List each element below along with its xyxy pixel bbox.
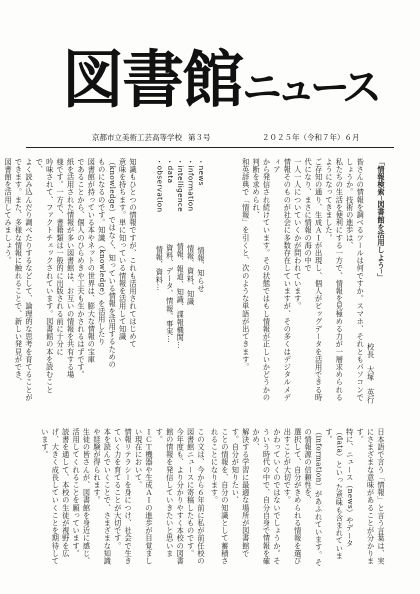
masthead-title-kanji: 図書館	[62, 43, 243, 116]
article-paragraph: 図書館を活用してみましょう。	[4, 158, 14, 265]
masthead	[0, 34, 420, 126]
article-paragraph: 日本語で言う「情報」と言う言葉は、実にさまざまな意味があることが分かります。	[356, 428, 386, 565]
article-paragraph: できます。また、多様な情報に触れることで、新しい発見ができ、	[14, 158, 24, 386]
article-paragraph: 意味を持ちます。単に知っている情報を活用して知識	[118, 158, 128, 341]
article-paragraph: 生徒の皆さんが、図書館を身近に感じ、活用してくれることを願っています。	[72, 428, 92, 565]
dictionary-entry: ・observation 情報、資料…	[155, 158, 165, 292]
article-paragraph: 本を読んでいくことで、さまざまな知識や経験が得られます。	[92, 428, 113, 565]
dictionary-entry: ・data 資料、データ、情報、事実…	[165, 158, 175, 343]
dictionary-entry: ・intelligence 情報、報道、知識、諜報機関…	[176, 158, 186, 349]
article-paragraph: 皆さんの情報を調べるツールは何ですか。スマホ、それともパソコンでしょうか。技術の進歩は、	[345, 158, 366, 402]
article-paragraph: ご存知の通り、生成ＡＩが出現し、個人がビッグデータを活用できる時代になり、まさに情報の海の中で	[304, 158, 324, 402]
article-bottom-left-block	[30, 428, 206, 568]
article-paragraph: 特に、ニュース（news）やデータ（data）といった意味も含まれています。	[324, 428, 355, 560]
article-paragraph: この文は、今から６年前に私が前任校の図書館ニュースに寄稿したものです。	[186, 428, 206, 565]
article-top-right-block	[210, 158, 386, 404]
issue-info	[0, 130, 420, 144]
masthead-title	[62, 34, 377, 126]
article-author: 校長 大塚 英行	[366, 343, 376, 404]
article-bottom-right-block	[210, 428, 386, 568]
dictionary-entry: ・news 情報、知らせ	[197, 158, 206, 293]
issue-number: 第３号	[188, 133, 211, 142]
article-paragraph: から発信され続けています。その状態ではもし情報が正しいかどうかの判断を求められ、	[252, 158, 272, 402]
article-paragraph: 吟味されて、ファクトチェックされています。図書館の本を読むことで、	[35, 158, 55, 394]
masthead-title-news: ニュース	[242, 65, 377, 111]
article-paragraph: かわっていくのではないでしょうか。そういう時代の中で、自分自身で情報を確かめ、	[252, 428, 282, 565]
dictionary-list	[146, 158, 206, 404]
article-paragraph: であることから、個人のひらめきや工夫も生かされるはずです。	[76, 158, 86, 379]
article-paragraph: （knowledge）ではなく、知っている情報を活用するための	[108, 158, 118, 369]
article-paragraph: ことの情報を、自分の知識として蓄積されることになります。	[210, 428, 230, 565]
article-paragraph: ものになるのです。知識（knowledge）を活用したり	[97, 158, 107, 346]
school-name: 京都市立美術工芸高等学校	[92, 133, 182, 142]
article-paragraph: 今年度も、より分かりやすく本校の図書館の情報を発信していきたいと思います。	[155, 428, 186, 565]
article-paragraph: （information）があふれています。その情報源の信頼性を、	[304, 428, 324, 567]
article-paragraph: 紙を活用された情報が多い図書館は、お互いの情報を共有する場	[66, 158, 76, 379]
dictionary-entry: ・information 情報、資料、知識	[186, 158, 196, 306]
article-paragraph: 私たちの生活を便利にする一方で、情報を見極める力が一層求められるようになってきました。	[324, 158, 345, 402]
header-divider	[26, 147, 394, 148]
article-paragraph: 読書を通して、本校の生徒が視野を広げ、大きく成長していくことを期待しています。	[40, 428, 71, 565]
article-paragraph: よく読み込んだり調べたりするなどして、論理的な思考を育てることが	[24, 158, 34, 402]
article-paragraph: 知識もひとつの情報ですが、これも活用されてはじめて	[129, 158, 138, 348]
article-paragraph: 和英辞典で「情報」を引くと、次のような単語が出てきます。	[241, 158, 251, 371]
article-heading: 「情報検索─図書館を活用しよう─」	[377, 158, 386, 282]
article-paragraph: 情報そのものが社会に多数存在していますが、その多くはデジタルメディア	[272, 158, 293, 402]
article-paragraph: 選択して、自分がきめられる情報を選び出すことが大切です。	[283, 428, 303, 565]
article-paragraph: 情報リテラシーを身につけ、社会で生きていく力を育てることが大切です。	[113, 428, 134, 565]
article-top-left-block	[4, 158, 138, 404]
article-paragraph: 一人一人についていくかが問われています。	[293, 158, 303, 310]
issue-date: ２０２５年（令和７年）６月	[262, 133, 360, 142]
article-paragraph: ＩＣＴ機器や生成ＡＩの進歩が目覚ましい現在において、	[134, 428, 154, 565]
article-paragraph: 様です。一方で、書籍類は一般的に出版される前に十分に	[56, 158, 66, 356]
article-paragraph: 解決する学習に最適な場所が図書館です。自分が知りたい、	[231, 428, 251, 558]
article-paragraph: 図書館が持っている本やネットの世界は、膨大な情報の宝庫	[87, 158, 97, 364]
